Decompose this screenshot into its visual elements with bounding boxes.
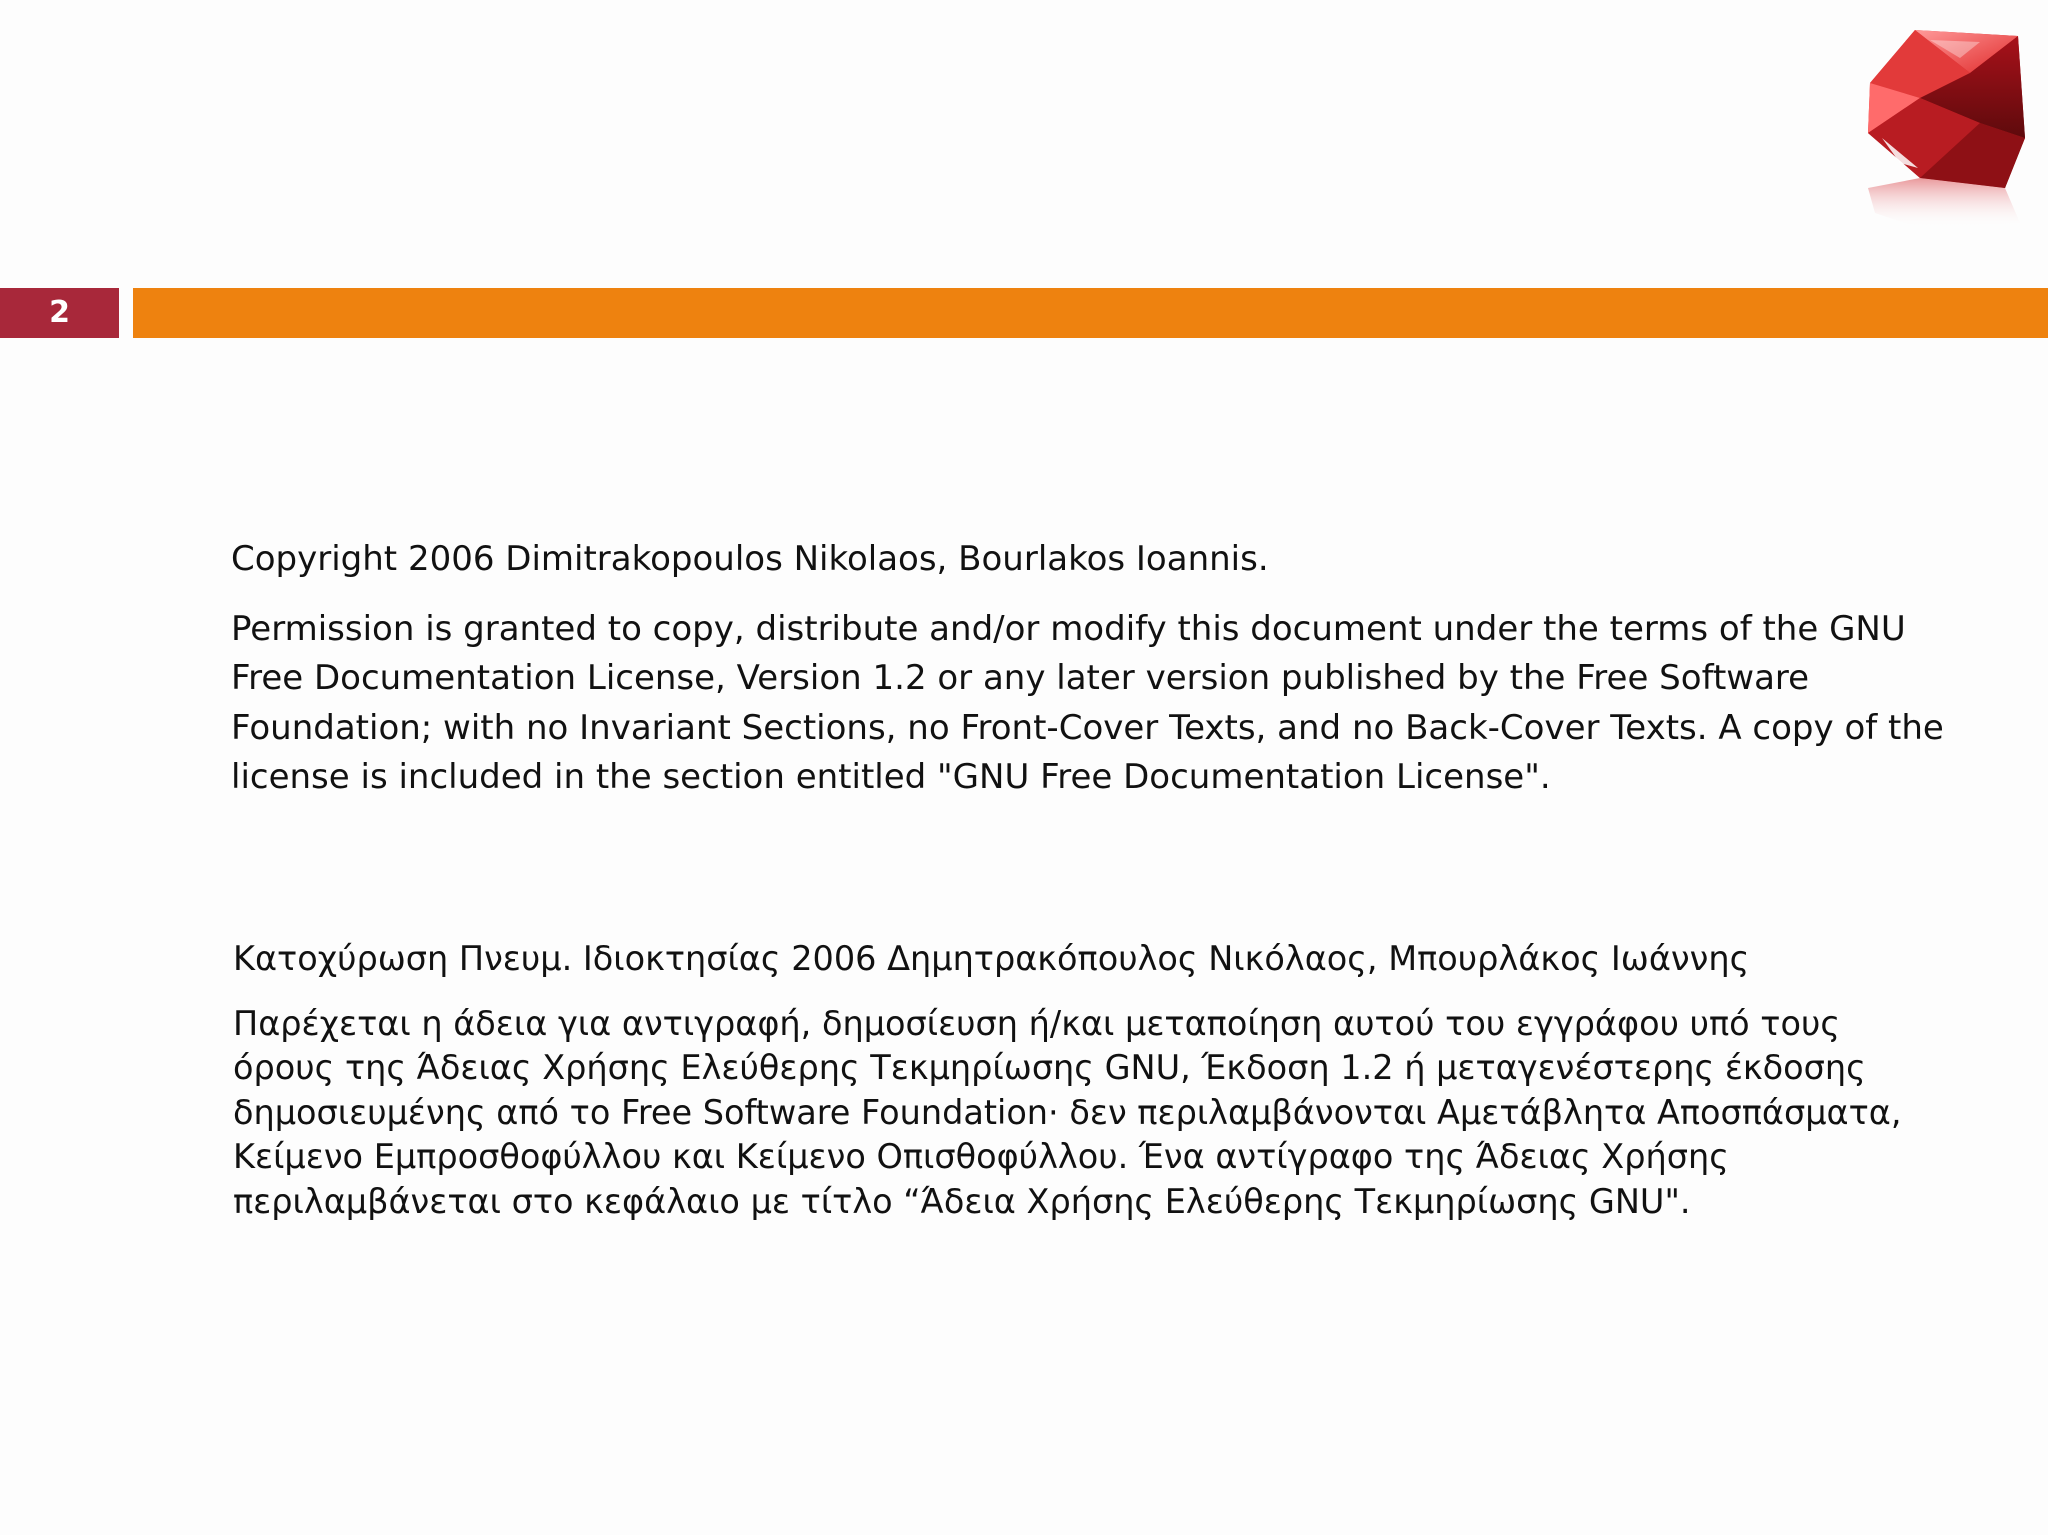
greek-permission-paragraph [233, 1002, 1953, 1225]
greek-permission-line: Παρέχεται η άδεια για αντιγραφή, δημοσίευση ή/και μεταποίηση αυτού του εγγράφου υπό τους [233, 1003, 1841, 1043]
greek-permission-line: περιλαμβάνεται στο κεφάλαιο με τίτλο “Άδεια Χρήσης Ελεύθερης Τεκμηρίωσης GNU". [233, 1181, 1691, 1221]
english-permission-line: Free Documentation License, Version 1.2 or any later version published by the Free Software [231, 658, 1810, 698]
slide-number: 2 [0, 288, 119, 338]
english-copyright-line: Copyright 2006 Dimitrakopoulos Nikolaos, Bourlakos Ioannis. [231, 539, 1269, 579]
greek-permission-line: Κείμενο Εμπροσθοφύλλου και Κείμενο Οπισθοφύλλου. Ένα αντίγραφο της Άδειας Χρήσης [233, 1137, 1729, 1176]
ruby-gem-icon [1860, 28, 2030, 238]
english-permission-line: Permission is granted to copy, distribute and/or modify this document under the terms of the GNU [231, 608, 1906, 649]
greek-permission-line: δημοσιευμένης από το Free Software Foundation· δεν περιλαμβάνονται Αμετάβλητα Αποσπάσματα, [233, 1092, 1902, 1132]
greek-license-notice [233, 937, 1953, 1224]
header-bar [133, 288, 2048, 338]
greek-permission-line: όρους της Άδειας Χρήσης Ελεύθερης Τεκμηρίωσης GNU, Έκδοση 1.2 ή μεταγενέστερης έκδοσης [233, 1048, 1866, 1087]
english-permission-line: Foundation; with no Invariant Sections, no Front-Cover Texts, and no Back-Cover Texts. A copy of the [231, 707, 1944, 748]
english-license-notice [231, 535, 1951, 803]
english-permission-paragraph [231, 605, 1951, 803]
english-permission-line: license is included in the section entitled "GNU Free Documentation License". [231, 757, 1551, 797]
greek-copyright-line: Κατοχύρωση Πνευμ. Ιδιοκτησίας 2006 Δημητρακόπουλος Νικόλαος, Μπουρλάκος Ιωάννης [233, 939, 1750, 978]
